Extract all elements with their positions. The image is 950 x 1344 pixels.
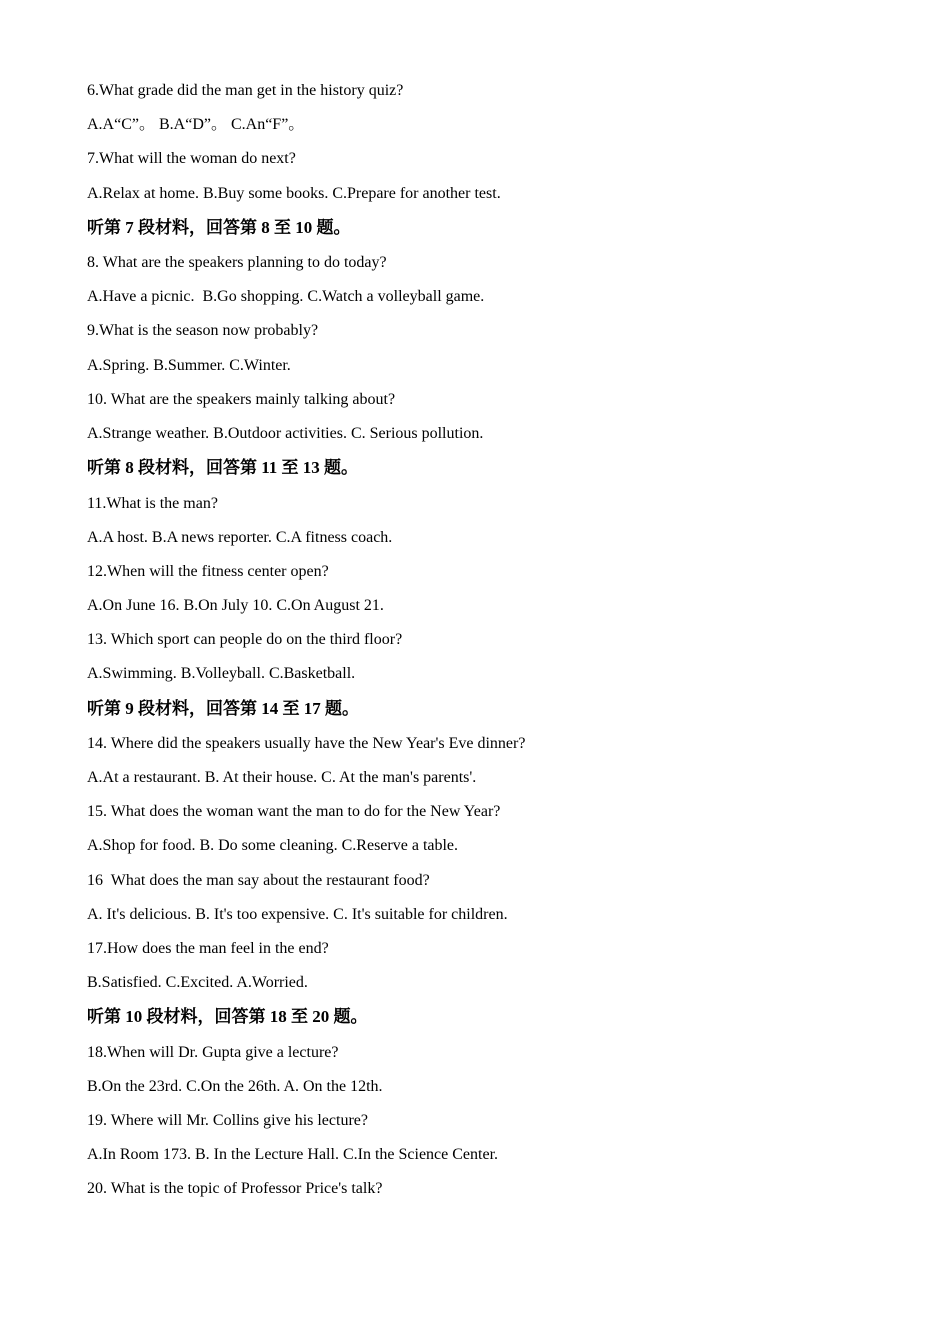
- question-7: 7.What will the woman do next?: [87, 150, 296, 167]
- options-18: B.On the 23rd. C.On the 26th. A. On the 12th.: [87, 1078, 383, 1095]
- options-12: A.On June 16. B.On July 10. C.On August 21.: [87, 597, 384, 614]
- question-20: 20. What is the topic of Professor Price's talk?: [87, 1180, 383, 1197]
- question-8: 8. What are the speakers planning to do today?: [87, 254, 387, 271]
- question-9: 9.What is the season now probably?: [87, 322, 319, 339]
- options-19: A.In Room 173. B. In the Lecture Hall. C.In the Science Center.: [87, 1146, 499, 1163]
- question-12: 12.When will the fitness center open?: [87, 563, 329, 580]
- options-6: A.A“C”。 B.A“D”。 C.An“F”。: [87, 116, 305, 133]
- question-17: 17.How does the man feel in the end?: [87, 940, 329, 957]
- options-11: A.A host. B.A news reporter. C.A fitness coach.: [87, 529, 393, 546]
- options-14: A.At a restaurant. B. At their house. C. At the man's parents'.: [87, 769, 477, 786]
- options-17: B.Satisfied. C.Excited. A.Worried.: [87, 974, 308, 991]
- question-16: 16 What does the man say about the restaurant food?: [87, 872, 430, 889]
- question-11: 11.What is the man?: [87, 495, 218, 512]
- options-9: A.Spring. B.Summer. C.Winter.: [87, 357, 291, 374]
- options-7: A.Relax at home. B.Buy some books. C.Prepare for another test.: [87, 185, 501, 202]
- options-15: A.Shop for food. B. Do some cleaning. C.Reserve a table.: [87, 837, 459, 854]
- question-15: 15. What does the woman want the man to do for the New Year?: [87, 803, 501, 820]
- options-8: A.Have a picnic. B.Go shopping. C.Watch a volleyball game.: [87, 288, 485, 305]
- section-heading-9: 听第 9 段材料，回答第 14 至 17 题。: [87, 699, 359, 718]
- question-18: 18.When will Dr. Gupta give a lecture?: [87, 1044, 339, 1061]
- options-13: A.Swimming. B.Volleyball. C.Basketball.: [87, 665, 356, 682]
- question-6: 6.What grade did the man get in the history quiz?: [87, 82, 404, 99]
- question-13: 13. Which sport can people do on the third floor?: [87, 631, 403, 648]
- section-heading-8: 听第 8 段材料，回答第 11 至 13 题。: [87, 458, 359, 477]
- question-10: 10. What are the speakers mainly talking about?: [87, 391, 396, 408]
- section-heading-7: 听第 7 段材料，回答第 8 至 10 题。: [87, 218, 351, 237]
- options-16: A. It's delicious. B. It's too expensive. C. It's suitable for children.: [87, 906, 508, 923]
- question-14: 14. Where did the speakers usually have the New Year's Eve dinner?: [87, 735, 526, 752]
- question-19: 19. Where will Mr. Collins give his lecture?: [87, 1112, 368, 1129]
- section-heading-10: 听第 10 段材料，回答第 18 至 20 题。: [87, 1007, 368, 1026]
- options-10: A.Strange weather. B.Outdoor activities. C. Serious pollution.: [87, 425, 484, 442]
